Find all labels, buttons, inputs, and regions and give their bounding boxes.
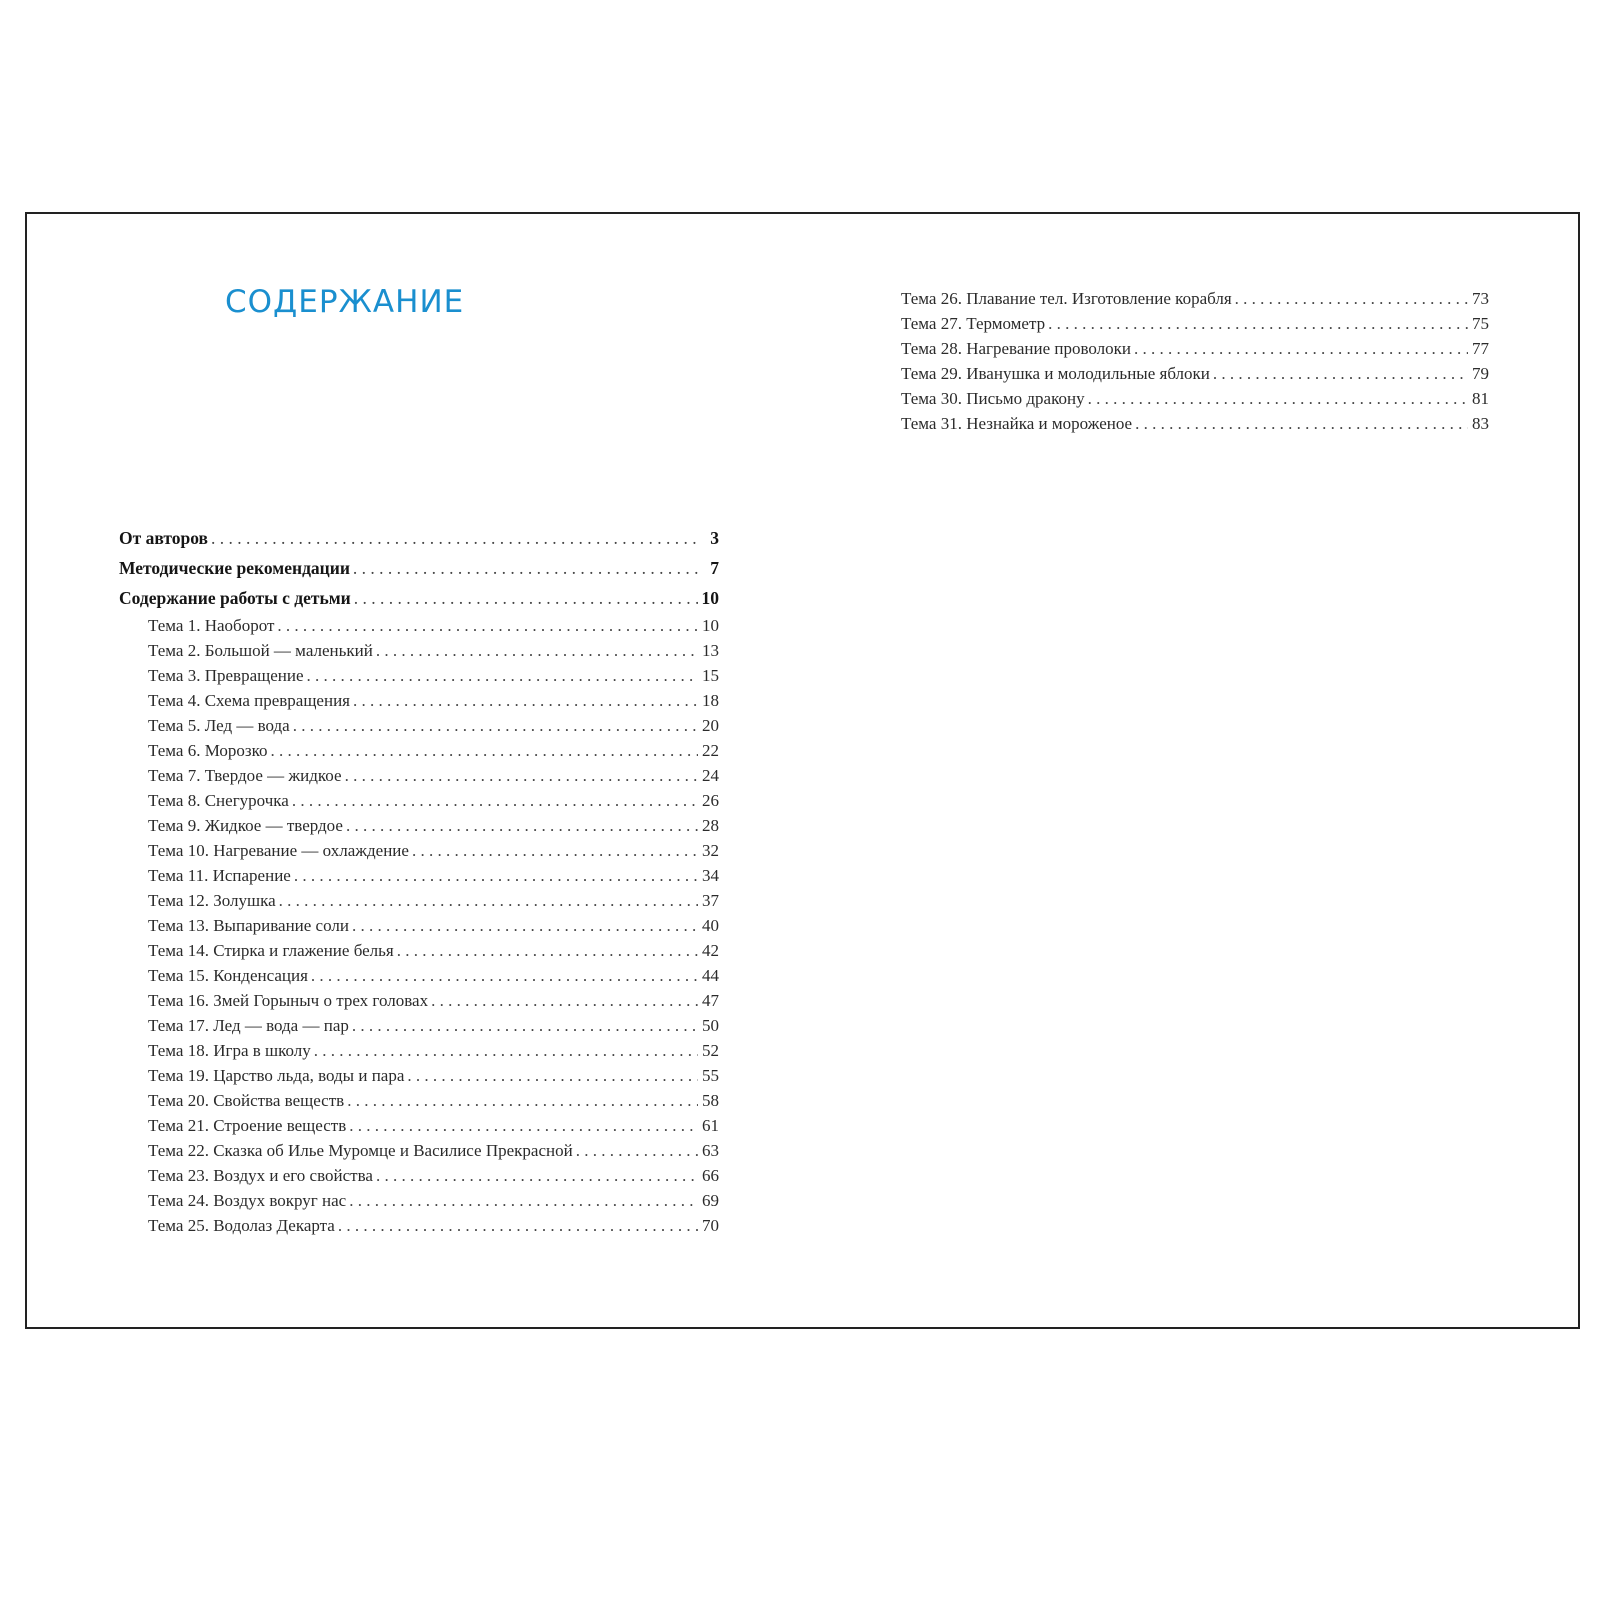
toc-dot-leader	[407, 1063, 698, 1088]
toc-entry-label: Тема 25. Водолаз Декарта	[148, 1216, 335, 1235]
toc-page-number: 66	[702, 1166, 719, 1185]
toc-entry-label: Тема 30. Письмо дракону	[901, 389, 1085, 408]
toc-dot-leader	[354, 583, 698, 613]
toc-page-number: 61	[702, 1116, 719, 1135]
toc-topic-entry	[119, 1063, 719, 1088]
toc-dot-leader	[349, 1188, 698, 1213]
toc-topic-entry	[119, 813, 719, 838]
toc-entry-label: Тема 7. Твердое — жидкое	[148, 766, 342, 785]
toc-page-number: 37	[702, 891, 719, 910]
toc-page-number: 77	[1472, 339, 1489, 358]
toc-page-number: 15	[702, 666, 719, 685]
toc-entry-label: Тема 18. Игра в школу	[148, 1041, 311, 1060]
toc-entry-label: Тема 6. Морозко	[148, 741, 268, 760]
toc-topic-entry	[119, 888, 719, 913]
toc-entry-label: Тема 11. Испарение	[148, 866, 291, 885]
toc-topic-entry	[119, 1213, 719, 1238]
toc-topic-entry	[119, 663, 719, 688]
toc-dot-leader	[307, 663, 699, 688]
toc-dot-leader	[376, 1163, 698, 1188]
toc-left-column	[119, 523, 719, 1238]
toc-page-number: 26	[702, 791, 719, 810]
toc-entry-label: Тема 3. Превращение	[148, 666, 304, 685]
toc-dot-leader	[293, 713, 698, 738]
toc-topic-entry	[119, 1038, 719, 1063]
toc-dot-leader	[412, 838, 698, 863]
toc-page-number: 32	[702, 841, 719, 860]
toc-entry-label: Тема 1. Наоборот	[148, 616, 275, 635]
toc-page-number: 10	[702, 616, 719, 635]
toc-dot-leader	[1134, 336, 1468, 361]
toc-page-number: 10	[701, 588, 719, 608]
toc-topic-entry	[119, 1113, 719, 1138]
toc-page-number: 3	[710, 528, 719, 548]
toc-page-number: 75	[1472, 314, 1489, 333]
toc-entry-label: Тема 24. Воздух вокруг нас	[148, 1191, 347, 1210]
toc-page-number: 13	[702, 641, 719, 660]
toc-dot-leader	[576, 1138, 698, 1163]
toc-entry-label: Тема 12. Золушка	[148, 891, 276, 910]
page-title: СОДЕРЖАНИЕ	[225, 284, 465, 320]
toc-page-number: 63	[702, 1141, 719, 1160]
toc-topic-entry	[901, 386, 1489, 411]
toc-dot-leader	[347, 1088, 698, 1113]
toc-topic-entry	[119, 1138, 719, 1163]
toc-entry-label: Тема 8. Снегурочка	[148, 791, 289, 810]
toc-page-number: 50	[702, 1016, 719, 1035]
toc-entry-label: Тема 10. Нагревание — охлаждение	[148, 841, 409, 860]
toc-topic-entry	[119, 788, 719, 813]
toc-page-number: 73	[1472, 289, 1489, 308]
toc-dot-leader	[1213, 361, 1468, 386]
toc-topic-entry	[119, 688, 719, 713]
toc-page-number: 79	[1472, 364, 1489, 383]
toc-page-number: 81	[1472, 389, 1489, 408]
toc-page-number: 34	[702, 866, 719, 885]
toc-dot-leader	[352, 1013, 698, 1038]
toc-page-number: 18	[702, 691, 719, 710]
toc-dot-leader	[376, 638, 698, 663]
toc-topic-entry	[901, 411, 1489, 436]
toc-topic-entry	[119, 1088, 719, 1113]
toc-dot-leader	[397, 938, 698, 963]
toc-dot-leader	[353, 553, 698, 583]
toc-dot-leader	[352, 913, 698, 938]
toc-section-entry	[119, 553, 719, 583]
toc-dot-leader	[1235, 286, 1468, 311]
toc-dot-leader	[346, 813, 698, 838]
toc-topic-entry	[119, 1188, 719, 1213]
toc-topic-entry	[901, 336, 1489, 361]
toc-dot-leader	[294, 863, 698, 888]
toc-entry-label: Тема 21. Строение веществ	[148, 1116, 347, 1135]
toc-dot-leader	[338, 1213, 698, 1238]
toc-entry-label: Тема 22. Сказка об Илье Муромце и Василисе Прекрасной	[148, 1141, 573, 1160]
toc-dot-leader	[314, 1038, 698, 1063]
toc-page-number: 83	[1472, 414, 1489, 433]
toc-page-number: 22	[702, 741, 719, 760]
toc-dot-leader	[277, 613, 698, 638]
toc-entry-label: Тема 20. Свойства веществ	[148, 1091, 345, 1110]
toc-topic-entry	[119, 763, 719, 788]
toc-dot-leader	[311, 963, 698, 988]
toc-page-number: 44	[702, 966, 719, 985]
book-spread	[25, 212, 1580, 1329]
toc-right-column	[901, 286, 1489, 436]
toc-topic-entry	[119, 863, 719, 888]
toc-topic-entry	[119, 1163, 719, 1188]
toc-page-number: 58	[702, 1091, 719, 1110]
toc-entry-label: Тема 13. Выпаривание соли	[148, 916, 349, 935]
toc-page-number: 52	[702, 1041, 719, 1060]
toc-entry-label: Тема 29. Иванушка и молодильные яблоки	[901, 364, 1210, 383]
toc-entry-label: Тема 19. Царство льда, воды и пара	[148, 1066, 405, 1085]
toc-dot-leader	[271, 738, 698, 763]
toc-dot-leader	[279, 888, 698, 913]
toc-topic-entry	[119, 713, 719, 738]
toc-topic-entry	[119, 938, 719, 963]
toc-entry-label: Тема 5. Лед — вода	[148, 716, 290, 735]
toc-topic-entry	[119, 838, 719, 863]
toc-page-number: 69	[702, 1191, 719, 1210]
toc-entry-label: Тема 14. Стирка и глажение белья	[148, 941, 394, 960]
toc-topic-entry	[119, 638, 719, 663]
toc-entry-label: Тема 4. Схема превращения	[148, 691, 350, 710]
toc-page-number: 7	[710, 558, 719, 578]
toc-entry-label: Тема 26. Плавание тел. Изготовление корабля	[901, 289, 1232, 308]
toc-topic-entry	[119, 1013, 719, 1038]
toc-section-entry	[119, 523, 719, 553]
toc-dot-leader	[211, 523, 698, 553]
toc-topic-entry	[119, 963, 719, 988]
toc-page-number: 70	[702, 1216, 719, 1235]
toc-dot-leader	[345, 763, 698, 788]
toc-page-number: 55	[702, 1066, 719, 1085]
toc-dot-leader	[1048, 311, 1468, 336]
toc-entry-label: Тема 23. Воздух и его свойства	[148, 1166, 373, 1185]
toc-dot-leader	[349, 1113, 698, 1138]
toc-entry-label: Тема 16. Змей Горыныч о трех головах	[148, 991, 429, 1010]
toc-page-number: 40	[702, 916, 719, 935]
toc-dot-leader	[292, 788, 698, 813]
toc-entry-label: Содержание работы с детьми	[119, 588, 351, 608]
toc-page-number: 20	[702, 716, 719, 735]
toc-entry-label: Тема 15. Конденсация	[148, 966, 308, 985]
toc-dot-leader	[1088, 386, 1468, 411]
toc-page-number: 42	[702, 941, 719, 960]
toc-entry-label: Тема 27. Термометр	[901, 314, 1046, 333]
toc-topic-entry	[119, 988, 719, 1013]
toc-entry-label: Тема 2. Большой — маленький	[148, 641, 373, 660]
toc-section-entry	[119, 583, 719, 613]
toc-topic-entry	[901, 311, 1489, 336]
toc-dot-leader	[1135, 411, 1468, 436]
toc-topic-entry	[901, 361, 1489, 386]
toc-entry-label: От авторов	[119, 528, 208, 548]
toc-topic-entry	[119, 738, 719, 763]
toc-entry-label: Тема 28. Нагревание проволоки	[901, 339, 1132, 358]
toc-entry-label: Тема 9. Жидкое — твердое	[148, 816, 343, 835]
toc-page-number: 47	[702, 991, 719, 1010]
toc-entry-label: Методические рекомендации	[119, 558, 350, 578]
toc-topic-entry	[901, 286, 1489, 311]
toc-topic-entry	[119, 613, 719, 638]
toc-dot-leader	[353, 688, 698, 713]
toc-topic-entry	[119, 913, 719, 938]
toc-dot-leader	[431, 988, 698, 1013]
toc-entry-label: Тема 31. Незнайка и мороженое	[901, 414, 1133, 433]
toc-page-number: 28	[702, 816, 719, 835]
toc-page-number: 24	[702, 766, 719, 785]
toc-entry-label: Тема 17. Лед — вода — пар	[148, 1016, 349, 1035]
